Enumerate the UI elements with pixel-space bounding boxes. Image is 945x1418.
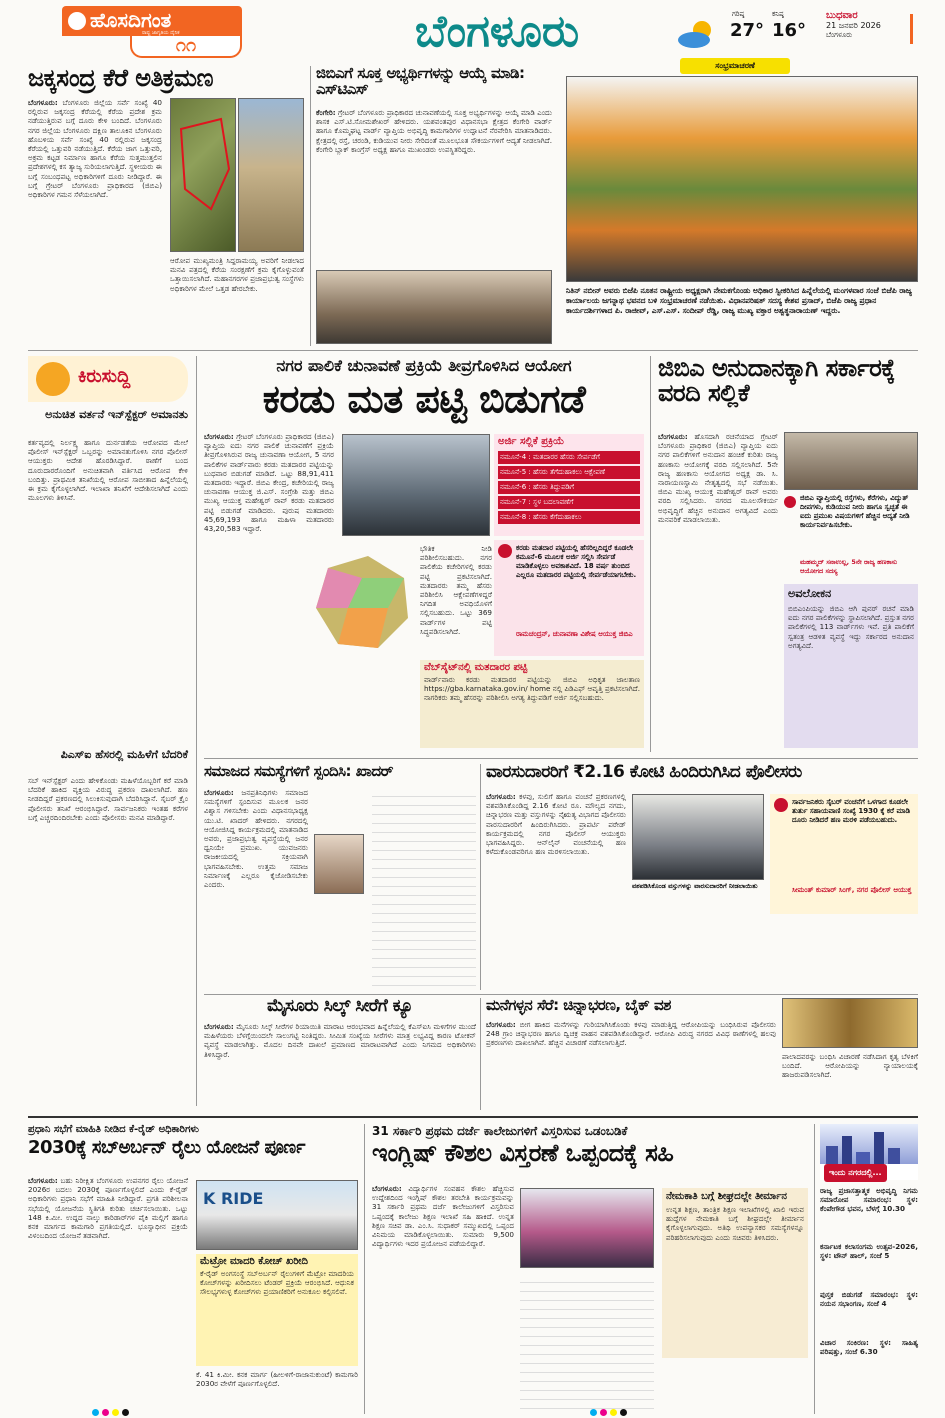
callout-text: ಜಿಬಿಎ ವ್ಯಾಪ್ತಿಯಲ್ಲಿ ರಸ್ತೆಗಳು, ಕೆರೆಗಳು, ವಿದ್ಯುತ್ ದೀಪಗಳು, ಕುಡಿಯುವ ನೀರು ಹಾಗೂ ಸ್ವಚ್ಛತೆ ಈ ಐದು ಪ್ರಮುಖ ವಿಷಯಗಳಿಗೆ ಹೆಚ್ಚಿನ ಆದ್ಯತೆ ನೀಡಿ ಕಾರ್ಯನಿರ್ವಹಿಸಬೇಕು. [800, 494, 910, 529]
city-title [372, 4, 622, 60]
form-item: ನಮೂನೆ-4 : ಮತದಾರರ ಹೆಸರು ಸೇರ್ಪಡೆಗೆ [498, 451, 640, 464]
speaker-portrait [314, 834, 364, 894]
brand-logo [62, 6, 242, 36]
quote-author: ರಾಮಚಂದ್ರನ್, ಚುನಾವಣಾ ವಿಶೇಷ ಆಯುಕ್ತ ಜಿಬಿಎ [516, 630, 633, 638]
section-rule [28, 1116, 918, 1118]
section-rule [28, 350, 918, 351]
story-body-continued: ಕೆ. 41 ಕಿ.ಮೀ. ಕನಕ ಮಾರ್ಗ (ಹೀಲಳಿಗೆ-ರಾಜಾನುಕುಂಟೆ) ಕಾಮಗಾರಿ 2030ರ ವೇಳೆಗೆ ಪೂರ್ಣಗೊಳ್ಳಲಿದೆ. [196, 1370, 358, 1389]
quote-icon [498, 544, 512, 558]
mou-signing-photo [520, 1188, 654, 1268]
lead-body-continued: ಭೌತಿಕ ನೀಡಿ ಪರಿಶೀಲಿಸಬಹುದು. ನಗರ ಪಾಲಿಕೆಯ ಕಚೇರಿಗಳಲ್ಲಿ ಕರಡು ಪಟ್ಟಿ ಪ್ರಕಟಿಸಲಾಗಿದೆ. ಮತದಾರರು ತಮ್ಮ ಹೆಸರು ಪರಿಶೀಲಿಸಿ ಆಕ್ಷೇಪಣೆಗಳಿದ್ದರೆ ನಿಗದಿತ ಅವಧಿಯೊಳಗೆ ಸಲ್ಲಿಸಬಹುದು. ಒಟ್ಟು 369 ವಾರ್ಡ್‌ಗಳ ಪಟ್ಟಿ ಸಿದ್ಧಪಡಿಸಲಾಗಿದೆ. [420, 544, 492, 636]
weather-low-label: ಕನಿಷ್ಠ [772, 10, 784, 18]
story-body: ಬೆಂಗಳೂರು: ಜನಪ್ರತಿನಿಧಿಗಳು ಸಮಾಜದ ಸಮಸ್ಯೆಗಳಿಗೆ ಸ್ಪಂದಿಸುವ ಮೂಲಕ ಜನರ ವಿಶ್ವಾಸ ಗಳಿಸಬೇಕು ಎಂದು ವಿಧಾನಸಭಾಧ್ಯಕ್ಷ ಯು.ಟಿ. ಖಾದರ್ ಹೇಳಿದರು. ನಗರದಲ್ಲಿ ಆಯೋಜಿಸಿದ್ದ ಕಾರ್ಯಕ್ರಮದಲ್ಲಿ ಮಾತನಾಡಿದ ಅವರು, ಪ್ರಜಾಪ್ರಭುತ್ವ ವ್ಯವಸ್ಥೆಯಲ್ಲಿ ಜನರ ಧ್ವನಿಯೇ ಪ್ರಮುಖ. ಯುವಜನರು ರಾಜಕೀಯದಲ್ಲಿ ಸಕ್ರಿಯವಾಗಿ ಭಾಗವಹಿಸಬೇಕು. ಉತ್ತಮ ಸಮಾಜ ನಿರ್ಮಾಣಕ್ಕೆ ಎಲ್ಲರೂ ಕೈಜೋಡಿಸಬೇಕು ಎಂದರು. [204, 788, 308, 890]
column-rule [650, 356, 651, 752]
kride-logo-text: K RIDE [203, 1189, 264, 1208]
story-sts [316, 66, 552, 346]
story-body-continued: ಪಾಲಾದವರನ್ನು ಬಂಧಿಸಿ ವಿಚಾರಣೆ ನಡೆಸಿದಾಗ ಕೃತ್ಯ ಬೆಳಕಿಗೆ ಬಂದಿದೆ. ಆರೋಪಿಯನ್ನು ನ್ಯಾಯಾಲಯಕ್ಕೆ ಹಾಜರುಪಡಿಸಲಾಗಿದೆ. [782, 1052, 918, 1080]
box-body: ಕೆ-ರೈಡ್ ಅಂಗಸಂಸ್ಥೆ ಸಬ್‌ಅರ್ಬನ್ ರೈಲುಗಳಿಗೆ ಮೆಟ್ರೋ ಮಾದರಿಯ ಕೋಚ್‌ಗಳನ್ನು ಖರೀದಿಸಲು ಟೆಂಡರ್ ಪ್ರಕ್ರಿಯೆ ಆರಂಭಿಸಿದೆ. ಆಧುನಿಕ ಸೌಲಭ್ಯಗಳುಳ್ಳ ಕೋಚ್‌ಗಳು ಪ್ರಯಾಣಿಕರಿಗೆ ಅನುಕೂಲ ಕಲ್ಪಿಸಲಿವೆ. [200, 1269, 354, 1297]
day-name: ಬುಧವಾರ [826, 10, 858, 21]
masthead [0, 0, 945, 70]
story-burglar-arrest [486, 998, 918, 1110]
form-item: ನಮೂನೆ-8 : ಹೆಸರು ಕೆಗೆದುಹಾಕಲು [498, 511, 640, 524]
photo-caption: ನಿತಿನ್ ನಬೀನ್ ಅವರು ಬಿಜೆಪಿ ನೂತನ ರಾಷ್ಟ್ರೀಯ ಅಧ್ಯಕ್ಷರಾಗಿ ನೇಮಕಗೊಂಡು ಅಧಿಕಾರ ಸ್ವೀಕರಿಸಿದ ಹಿನ್ನೆಲೆಯಲ್ಲಿ ಮಂಗಳವಾರ ಸಂಜೆ ಬಿಜೆಪಿ ರಾಜ್ಯ ಕಾರ್ಯಾಲಯ ಜಗನ್ನಾಥ ಭವನದ ಬಳಿ ಸಂಭ್ರಮಾಚರಣೆ ನಡೆಯಿತು. ವಿಧಾನಪರಿಷತ್ ಸದಸ್ಯ ಕೇಶವ ಪ್ರಸಾದ್, ಬಿಜೆಪಿ ರಾಜ್ಯ ಪ್ರಧಾನ ಕಾರ್ಯದರ್ಶಿಗಳಾದ ಪಿ. ರಾಜೀವ್, ಎಸ್.ಎಸ್. ಸಂದೀಪ್ ರೆಡ್ಡಿ, ರಾಜ್ಯ ಮುಖ್ಯ ವಕ್ತಾರ ಅಶ್ವತ್ಥನಾರಾಯಣ್ ಇದ್ದರು. [566, 286, 912, 315]
story-body: ಬೆಂಗಳೂರು: ಬಹು ನಿರೀಕ್ಷಿತ ಬೆಂಗಳೂರು ಉಪನಗರ ರೈಲು ಯೋಜನೆ 2026ರ ಬದಲು 2030ಕ್ಕೆ ಪೂರ್ಣಗೊಳ್ಳಲಿದೆ ಎಂದು ಕೆ-ರೈಡ್ ಅಧಿಕಾರಿಗಳು ಪ್ರಧಾನಿ ಸಭೆಗೆ ಮಾಹಿತಿ ನೀಡಿದ್ದಾರೆ. ಪ್ರಗತಿ ಪರಿಶೀಲನಾ ಸಭೆಯಲ್ಲಿ ಯೋಜನೆಯ ಸ್ಥಿತಿಗತಿ ಕುರಿತು ಚರ್ಚಿಸಲಾಯಿತು. ಒಟ್ಟು 148 ಕಿ.ಮೀ. ಉದ್ದದ ನಾಲ್ಕು ಕಾರಿಡಾರ್‌ಗಳ ಪೈಕಿ ಮಲ್ಲಿಗೆ ಹಾಗೂ ಕನಕ ಮಾರ್ಗದ ಕಾಮಗಾರಿ ಪ್ರಗತಿಯಲ್ಲಿದೆ. ಭೂಸ್ವಾಧೀನ ಪ್ರಕ್ರಿಯೆ ವಿಳಂಬದಿಂದ ಯೋಜನೆ ತಡವಾಗಿದೆ. [28, 1176, 188, 1241]
story-body: ಬೆಂಗಳೂರು: ಬೀಗ ಹಾಕಿದ ಮನೆಗಳನ್ನು ಗುರಿಯಾಗಿಸಿಕೊಂಡು ಕಳವು ಮಾಡುತ್ತಿದ್ದ ಆರೋಪಿಯನ್ನು ಬಂಧಿಸಿರುವ ಪೊಲೀಸರು 248 ಗ್ರಾಂ ಚಿನ್ನಾಭರಣ ಹಾಗೂ ದ್ವಿಚಕ್ರ ವಾಹನ ವಶಪಡಿಸಿಕೊಂಡಿದ್ದಾರೆ. ಆರೋಪಿ ವಿರುದ್ಧ ನಗರದ ವಿವಿಧ ಠಾಣೆಗಳಲ್ಲಿ ಹಲವು ಪ್ರಕರಣಗಳು ದಾಖಲಾಗಿವೆ. ಹೆಚ್ಚಿನ ವಿಚಾರಣೆ ನಡೆಸಲಾಗುತ್ತಿದೆ. [486, 1020, 776, 1048]
form-item: ನಮೂನೆ-5 : ಹೆಸರು ತೆಗೆದುಹಾಕಲು ಆಕ್ಷೇಪಣೆ [498, 466, 640, 479]
city-name: ಬೆಂಗಳೂರು [414, 6, 580, 57]
story-title: ಮನೆಗಳ್ಳನ ಸೆರೆ: ಚಿನ್ನಾಭರಣ, ಬೈಕ್ ವಶ [486, 996, 671, 1014]
story-body: ಬೆಂಗಳೂರು: ಹೊಸದಾಗಿ ರಚನೆಯಾದ ಗ್ರೇಟರ್ ಬೆಂಗಳೂರು ಪ್ರಾಧಿಕಾರ (ಜಿಬಿಎ) ವ್ಯಾಪ್ತಿಯ ಐದು ನಗರ ಪಾಲಿಕೆಗಳಿಗೆ ಅನುದಾನ ಹಂಚಿಕೆ ಕುರಿತು ರಾಜ್ಯ ಹಣಕಾಸು ಆಯೋಗಕ್ಕೆ ವರದಿ ಸಲ್ಲಿಸಲಾಗಿದೆ. 5ನೇ ರಾಜ್ಯ ಹಣಕಾಸು ಆಯೋಗದ ಅಧ್ಯಕ್ಷ ಡಾ. ಸಿ. ನಾರಾಯಣಸ್ವಾಮಿ ನೇತೃತ್ವದಲ್ಲಿ ಸಭೆ ನಡೆಯಿತು. ಜಿಬಿಎ ಮುಖ್ಯ ಆಯುಕ್ತ ಮಹೇಶ್ವರ್ ರಾವ್ ಅವರು ವರದಿ ಸಲ್ಲಿಸಿದರು. ನಗರದ ಮೂಲಸೌಕರ್ಯ ಅಭಿವೃದ್ಧಿಗೆ ಹೆಚ್ಚಿನ ಅನುದಾನ ಅಗತ್ಯವಿದೆ ಎಂದು ಮನವರಿಕೆ ಮಾಡಲಾಯಿತು. [658, 432, 778, 524]
brand-tagline: ರಾಷ್ಟ್ರ ಜಾಗೃತಿಯ ದೈನಿಕ [142, 30, 180, 36]
news-body: ಕರ್ತವ್ಯದಲ್ಲಿ ನಿರ್ಲಕ್ಷ್ಯ ಹಾಗೂ ದುರ್ನಡತೆಯ ಆರೋಪದ ಮೇಲೆ ಪೊಲೀಸ್ ಇನ್‌ಸ್ಪೆಕ್ಟರ್ ಒಬ್ಬರನ್ನು ಅಮಾನತುಗೊಳಿಸಿ ನಗರ ಪೊಲೀಸ್ ಆಯುಕ್ತರು ಆದೇಶ ಹೊರಡಿಸಿದ್ದಾರೆ. ಠಾಣೆಗೆ ಬಂದ ದೂರುದಾರರೊಂದಿಗೆ ಅನುಚಿತವಾಗಿ ವರ್ತಿಸಿದ ಆರೋಪ ಕೇಳಿ ಬಂದಿತ್ತು. ಪ್ರಾಥಮಿಕ ತನಿಖೆಯಲ್ಲಿ ಆರೋಪ ಸಾಬೀತಾದ ಹಿನ್ನೆಲೆಯಲ್ಲಿ ಈ ಕ್ರಮ ಕೈಗೊಳ್ಳಲಾಗಿದೆ. ಇಲಾಖಾ ತನಿಖೆಗೆ ಆದೇಶಿಸಲಾಗಿದೆ ಎಂದು ಮೂಲಗಳು ತಿಳಿಸಿವೆ. [28, 438, 188, 503]
story-body: ಬೆಂಗಳೂರು: ಮೈಸೂರು ಸಿಲ್ಕ್ ಸೀರೆಗಳ ರಿಯಾಯಿತಿ ಮಾರಾಟ ಆರಂಭವಾದ ಹಿನ್ನೆಲೆಯಲ್ಲಿ ಕೆಎಸ್‌ಐಸಿ ಮಳಿಗೆಗಳ ಮುಂದೆ ಮಹಿಳೆಯರು ಬೆಳಗ್ಗೆಯಿಂದಲೇ ಸಾಲುಗಟ್ಟಿ ನಿಂತಿದ್ದರು. ಸೀಮಿತ ಸಂಖ್ಯೆಯ ಸೀರೆಗಳು ಮಾತ್ರ ಲಭ್ಯವಿದ್ದ ಕಾರಣ ಟೋಕನ್ ವ್ಯವಸ್ಥೆ ಮಾಡಲಾಗಿತ್ತು. ಮೊದಲ ದಿನವೇ ದಾಖಲೆ ಪ್ರಮಾಣದ ಮಾರಾಟವಾಗಿದೆ ಎಂದು ನಿಗಮದ ಅಧಿಕಾರಿಗಳು ತಿಳಿಸಿದ್ದಾರೆ. [204, 1022, 476, 1059]
box-body: ಉನ್ನತ ಶಿಕ್ಷಣ, ತಾಂತ್ರಿಕ ಶಿಕ್ಷಣ ಇಲಾಖೆಗಳಲ್ಲಿ ಖಾಲಿ ಇರುವ ಹುದ್ದೆಗಳ ನೇಮಕಾತಿ ಬಗ್ಗೆ ಶೀಘ್ರದಲ್ಲೇ ತೀರ್ಮಾನ ಕೈಗೊಳ್ಳಲಾಗುವುದು. ಅತಿಥಿ ಉಪನ್ಯಾಸಕರ ಸಮಸ್ಯೆಗಳನ್ನೂ ಪರಿಹರಿಸಲಾಗುವುದು ಎಂದು ಸಚಿವರು ತಿಳಿಸಿದರು. [666, 1205, 804, 1242]
story-title: ಜಿಬಿಎಗೆ ಸೂಕ್ತ ಅಭ್ಯರ್ಥಿಗಳನ್ನು ಆಯ್ಕೆ ಮಾಡಿ: ಎಸ್‌ಟಿಎಸ್ [316, 64, 525, 98]
story-khader [204, 764, 476, 990]
news-title: ಪಿಎಸ್‌ಐ ಹೆಸರಲ್ಲಿ ಮಹಿಳೆಗೆ ಬೆದರಿಕೆ [60, 748, 188, 761]
event-photo [316, 270, 552, 344]
date-block [826, 10, 916, 56]
page-number: ೧೧ [175, 35, 197, 56]
callout-text: ಸಾರ್ವಜನಿಕರು ಸೈಬರ್ ವಂಚನೆಗೆ ಒಳಗಾದ ಕೂಡಲೇ ತುರ್ತು ಸಹಾಯವಾಣಿ ಸಂಖ್ಯೆ 1930 ಕ್ಕೆ ಕರೆ ಮಾಡಿ ದೂರು ನೀಡಿದರೆ ಹಣ ಮರಳಿ ಪಡೆಯಬಹುದು. [792, 798, 910, 824]
application-process-box [494, 434, 644, 536]
callout-author: ಮಹಮ್ಮದ್ ಸನಾಉಲ್ಲ, 5ನೇ ರಾಜ್ಯ ಹಣಕಾಸು ಆಯೋಗದ ಸದಸ್ಯ [800, 558, 898, 575]
official-quote-box [494, 540, 644, 656]
overview-body: ಬಿಬಿಎಂಪಿಯನ್ನು ಜಿಬಿಎ ಆಗಿ ಪುನರ್ ರಚನೆ ಮಾಡಿ ಐದು ನಗರ ಪಾಲಿಕೆಗಳನ್ನು ಸ್ಥಾಪಿಸಲಾಗಿದೆ. ಪ್ರಸ್ತುತ ನಗರ ಪಾಲಿಕೆಗಳಲ್ಲಿ 113 ವಾರ್ಡ್‌ಗಳು ಇವೆ. ಪ್ರತಿ ಪಾಲಿಕೆಗೆ ಸ್ವತಂತ್ರ ಆಡಳಿತ ವ್ಯವಸ್ಥೆ ಇದ್ದು ಸರ್ಕಾರದ ಅನುದಾನ ಅಗತ್ಯವಿದೆ. [788, 604, 914, 650]
overview-title: ಅವಲೋಕನ [788, 587, 832, 600]
story-text-columns [520, 1274, 654, 1412]
story-suburban-rail [28, 1124, 358, 1414]
weather-high: 27° [730, 20, 765, 41]
kirusuddi-label: ಕಿರುಸುದ್ದಿ [78, 366, 131, 387]
masthead-accent-bar [910, 14, 913, 44]
page-number-tab [130, 36, 242, 58]
website-box [420, 660, 644, 748]
weather-widget [676, 10, 806, 56]
event-item: ವಿಚಾರ ಸಂಕಿರಣ: ಸ್ಥಳ: ಸಾಹಿತ್ಯ ಪರಿಷತ್ತು, ಸಂಜೆ 6.30 [820, 1338, 918, 1357]
lead-kicker: ನಗರ ಪಾಲಿಕೆ ಚುನಾವಣೆ ಪ್ರಕ್ರಿಯೆ ತೀವ್ರಗೊಳಿಸಿದ ಆಯೋಗ [276, 356, 572, 375]
place-text: ಬೆಂಗಳೂರು [826, 31, 853, 39]
story-kicker: 31 ಸರ್ಕಾರಿ ಪ್ರಥಮ ದರ್ಜೆ ಕಾಲೇಜುಗಳಿಗೆ ವಿಸ್ತರಿಸುವ ಒಡಂಬಡಿಕೆ [372, 1124, 628, 1138]
story-mysore-silk [204, 998, 476, 1110]
brand-sun-icon [68, 12, 86, 30]
lead-story [204, 356, 644, 752]
box-title: ನೇಮಕಾತಿ ಬಗ್ಗೆ ಶೀಘ್ರದಲ್ಲೇ ತೀರ್ಮಾನ [666, 1191, 787, 1202]
seized-jewellery-photo [782, 998, 918, 1048]
story-body: ಕೆಂಗೇರಿ: ಗ್ರೇಟರ್ ಬೆಂಗಳೂರು ಪ್ರಾಧಿಕಾರದ ಚುನಾವಣೆಯಲ್ಲಿ ಸೂಕ್ತ ಅಭ್ಯರ್ಥಿಗಳನ್ನು ಆಯ್ಕೆ ಮಾಡಿ ಎಂದು ಶಾಸಕ ಎಸ್.ಟಿ.ಸೋಮಶೇಖರ್ ಹೇಳಿದರು. ಯಶವಂತಪುರ ವಿಧಾನಸಭಾ ಕ್ಷೇತ್ರದ ಕೆಂಗೇರಿ ವಾರ್ಡ್ ಹಾಗೂ ಕೊಮ್ಮಘಟ್ಟ ವಾರ್ಡ್ ವ್ಯಾಪ್ತಿಯ ಅಭಿವೃದ್ಧಿ ಕಾಮಗಾರಿಗಳ ಉದ್ಘಾಟನೆ ನೆರವೇರಿಸಿ ಮಾತನಾಡಿದರು. ಕ್ಷೇತ್ರದಲ್ಲಿ ರಸ್ತೆ, ಚರಂಡಿ, ಕುಡಿಯುವ ನೀರು ಸೇರಿದಂತೆ ಮೂಲಭೂತ ಸೌಕರ್ಯಗಳಿಗೆ ಆದ್ಯತೆ ನೀಡಲಾಗಿದೆ. ಕೆಂಗೇರಿ ಬ್ಲಾಕ್ ಕಾಂಗ್ರೆಸ್ ಅಧ್ಯಕ್ಷ ಹಾಗೂ ಮುಖಂಡರು ಉಪಸ್ಥಿತರಿದ್ದರು. [316, 108, 552, 154]
celebration-photo [566, 76, 918, 282]
column-rule [310, 66, 311, 346]
story-body: ಬೆಂಗಳೂರು: ಬೆಂಗಳೂರು ಜಿಲ್ಲೆಯ ಸರ್ವೆ ಸಂಖ್ಯೆ 40 ರಲ್ಲಿರುವ ಜಕ್ಕಸಂದ್ರ ಕೆರೆಯಲ್ಲಿ ಕೆರೆಯ ಪ್ರದೇಶ ಕ್ರಮ ನಡೆಯುತ್ತಿರುವ ಬಗ್ಗೆ ದೂರು ಕೇಳಿ ಬಂದಿದೆ. ಬೆಂಗಳೂರು ನಗರ ಜಿಲ್ಲೆಯ ಬೆಂಗಳೂರು ದಕ್ಷಿಣ ತಾಲೂಕಿನ ಬೆಂಗಳೂರು ಹೊಬಳಿಯ ಸರ್ವೆ ಸಂಖ್ಯೆ 40 ರಲ್ಲಿರುವ ಜಕ್ಕಸಂದ್ರ ಕೆರೆಯಲ್ಲಿ ಒತ್ತುವರಿ ನಡೆಯುತ್ತಿದೆ. ಕೆರೆಯ ಜಾಗ ಒತ್ತುವರಿ, ಅಕ್ರಮ ಕಟ್ಟಡ ನಿರ್ಮಾಣ ಹಾಗೂ ಕೆರೆಯ ಸುತ್ತಮುತ್ತಲಿನ ಪ್ರದೇಶಗಳಲ್ಲಿ ಕಸ ತ್ಯಾಜ್ಯ ಸುರಿಯಲಾಗುತ್ತಿದೆ. ಸ್ಥಳೀಯರು ಈ ಬಗ್ಗೆ ಸಂಬಂಧಪಟ್ಟ ಅಧಿಕಾರಿಗಳಿಗೆ ದೂರು ನೀಡಿದ್ದಾರೆ. ಈ ಬಗ್ಗೆ ಗ್ರೇಟರ್ ಬೆಂಗಳೂರು ಪ್ರಾಧಿಕಾರದ (ಜಿಬಿಎ) ಅಧಿಕಾರಿಗಳ ಗಮನ ಸೆಳೆಯಲಾಗಿದೆ. [28, 98, 162, 200]
story-title: ಜಕ್ಕಸಂದ್ರ ಕೆರೆ ಅತಿಕ್ರಮಣ [28, 64, 213, 92]
story-body-continued: ಆರೋಪ ಮುಖ್ಯಮಂತ್ರಿ ಸಿದ್ದರಾಮಯ್ಯ ಅವರಿಗೆ ನೀಡಲಾದ ಮನವಿ ಪತ್ರದಲ್ಲಿ ಕೆರೆಯ ಸಂರಕ್ಷಣೆಗೆ ಕ್ರಮ ಕೈಗೊಳ್ಳುವಂತೆ ಒತ್ತಾಯಿಸಲಾಗಿದೆ. ಮಹಾನಗರಗಳ ಪ್ರಜಾಪ್ರಭುತ್ವ ಸಂಸ್ಥೆಗಳು ಅಧಿಕಾರಿಗಳ ಮೇಲೆ ಒತ್ತಡ ಹೇರಬೇಕು. [170, 256, 304, 293]
website-body: ವಾರ್ಡ್‌ವಾರು ಕರಡು ಮತದಾರರ ಪಟ್ಟಿಯನ್ನು ಜಿಬಿಎ ಅಧಿಕೃತ ಜಾಲತಾಣ https://gba.karnataka.gov.in/ home ನಲ್ಲಿ ಪಿಡಿಎಫ್ ಆವೃತ್ತಿ ಪ್ರಕಟಿಸಲಾಗಿದೆ. ನಾಗರಿಕರು ತಮ್ಮ ಹೆಸರನ್ನು ಪರಿಶೀಲಿಸಿ ಅಗತ್ಯ ತಿದ್ದುಪಡಿಗೆ ಅರ್ಜಿ ಸಲ್ಲಿಸಬಹುದು. [424, 675, 640, 703]
lake-site-photo [238, 98, 304, 252]
news-body: ಸಬ್ ಇನ್‌ಸ್ಪೆಕ್ಟರ್ ಎಂದು ಹೇಳಿಕೊಂಡು ಮಹಿಳೆಯೊಬ್ಬರಿಗೆ ಕರೆ ಮಾಡಿ ಬೆದರಿಕೆ ಹಾಕಿದ ವ್ಯಕ್ತಿಯ ವಿರುದ್ಧ ಪ್ರಕರಣ ದಾಖಲಾಗಿದೆ. ಹಣ ನೀಡದಿದ್ದರೆ ಪ್ರಕರಣದಲ್ಲಿ ಸಿಲುಕಿಸುವುದಾಗಿ ಬೆದರಿಸಿದ್ದಾನೆ. ಸೈಬರ್ ಕ್ರೈಂ ಪೊಲೀಸರು ತನಿಖೆ ಆರಂಭಿಸಿದ್ದಾರೆ. ಸಾರ್ವಜನಿಕರು ಇಂತಹ ಕರೆಗಳ ಬಗ್ಗೆ ಎಚ್ಚರದಿಂದಿರಬೇಕು ಎಂದು ಪೊಲೀಸರು ಮನವಿ ಮಾಡಿದ್ದಾರೆ. [28, 776, 188, 822]
column-rule [196, 356, 197, 1106]
weather-high-label: ಗರಿಷ್ಠ [732, 10, 745, 18]
column-rule [814, 1124, 815, 1414]
meeting-photo [784, 432, 918, 490]
story-police-return [486, 764, 918, 990]
section-tag: ಸಂಭ್ರಮಾಚರಣೆ [680, 58, 790, 74]
story-title: ಮೈಸೂರು ಸಿಲ್ಕ್ ಸೀರೆಗೆ ಕ್ಯೂ [266, 996, 414, 1016]
quote-icon [784, 496, 796, 508]
kirusuddi-header [28, 356, 188, 402]
date-text: 21 ಜನವರಿ 2026 [826, 21, 881, 30]
box-title: ಅರ್ಜಿ ಸಲ್ಲಿಕೆ ಪ್ರಕ್ರಿಯೆ [498, 436, 565, 447]
section-rule [204, 994, 918, 995]
story-kicker: ಪ್ರಧಾನಿ ಸಭೆಗೆ ಮಾಹಿತಿ ನೀಡಿದ ಕೆ-ರೈಡ್ ಅಧಿಕಾರಿಗಳು [28, 1124, 199, 1135]
story-jakkasandra [28, 66, 304, 346]
story-title: ವಾರಸುದಾರರಿಗೆ ₹2.16 ಕೋಟಿ ಹಿಂದಿರುಗಿಸಿದ ಪೊಲೀಸರು [486, 762, 802, 782]
form-item: ನಮೂನೆ-6 : ಹೆಸರು ತಿದ್ದುಪಡಿಗೆ [498, 481, 640, 494]
quote-icon [774, 798, 788, 812]
lead-body: ಬೆಂಗಳೂರು: ಗ್ರೇಟರ್ ಬೆಂಗಳೂರು ಪ್ರಾಧಿಕಾರದ (ಜಿಬಿಎ) ವ್ಯಾಪ್ತಿಯ ಐದು ನಗರ ಪಾಲಿಕೆ ಚುನಾವಣೆಗೆ ಪ್ರಕ್ರಿಯೆ ತೀವ್ರಗೊಳಿಸಿರುವ ರಾಜ್ಯ ಚುನಾವಣಾ ಆಯೋಗ, 5 ನಗರ ಪಾಲಿಕೆಗಳ ವಾರ್ಡ್‌ವಾರು ಕರಡು ಮತದಾರರ ಪಟ್ಟಿಯನ್ನು ಬುಧವಾರ ಬಿಡುಗಡೆ ಮಾಡಿದೆ. ಒಟ್ಟು 88,91,411 ಮತದಾರರು ಇದ್ದಾರೆ. ಜಿಬಿಎ ಕೇಂದ್ರ, ಕಚೇರಿಯಲ್ಲಿ ರಾಜ್ಯ ಚುನಾವಣಾ ಆಯುಕ್ತ ಜಿ.ಎಸ್. ಸಂಗ್ರೇಶಿ ಮತ್ತು ಜಿಬಿಎ ಮುಖ್ಯ ಆಯುಕ್ತ ಮಹೇಶ್ವರ್ ರಾವ್ ಕರಡು ಮತದಾರರ ಪಟ್ಟಿ ಬಿಡುಗಡೆ ಮಾಡಿದರು. ಪುರುಷ ಮತದಾರರು 45,69,193 ಹಾಗೂ ಮಹಿಳಾ ಮತದಾರರು 43,20,583 ಇದ್ದಾರೆ. [204, 432, 334, 534]
megaphone-icon [36, 362, 70, 396]
quote-text: ಕರಡು ಮತದಾರ ಪಟ್ಟಿಯಲ್ಲಿ ಹೆಸರಿಲ್ಲದಿದ್ದರೆ ಕೂಡಲೇ ಕಮೂನೆ-6 ಮೂಲಕ ಅರ್ಜಿ ಸಲ್ಲಿಸಿ ಸೇರ್ಪಡೆ ಮಾಡಿಕೊಳ್ಳಲು ಅವಕಾಶವಿದೆ. 18 ವರ್ಷ ತುಂಬಿದ ಎಲ್ಲರೂ ಮತದಾರರ ಪಟ್ಟಿಯಲ್ಲಿ ಸೇರ್ಪಡೆಯಾಗಬೇಕು. [516, 544, 637, 579]
story-bjp-celebration [566, 76, 918, 346]
website-title: ವೆಬ್‌ಸೈಟ್‌ನಲ್ಲಿ ಮತದಾರರ ಪಟ್ಟಿ [424, 662, 528, 673]
story-title: 2030ಕ್ಕೆ ಸಬ್‌ಅರ್ಬನ್ ರೈಲು ಯೋಜನೆ ಪೂರ್ಣ [28, 1137, 306, 1158]
column-rule [364, 1124, 365, 1414]
registration-marks [0, 1408, 945, 1418]
column-rule [480, 998, 481, 1110]
story-body: ಬೆಂಗಳೂರು: ವಿದ್ಯಾರ್ಥಿಗಳ ಸಂವಹನ ಕೌಶಲ ಹೆಚ್ಚಿಸುವ ಉದ್ದೇಶದಿಂದ ಇಂಗ್ಲಿಷ್ ಕೌಶಲ ತರಬೇತಿ ಕಾರ್ಯಕ್ರಮವನ್ನು 31 ಸರ್ಕಾರಿ ಪ್ರಥಮ ದರ್ಜೆ ಕಾಲೇಜುಗಳಿಗೆ ವಿಸ್ತರಿಸುವ ಒಪ್ಪಂದಕ್ಕೆ ಕಾಲೇಜು ಶಿಕ್ಷಣ ಇಲಾಖೆ ಸಹಿ ಹಾಕಿದೆ. ಉನ್ನತ ಶಿಕ್ಷಣ ಸಚಿವ ಡಾ. ಎಂ.ಸಿ. ಸುಧಾಕರ್ ಸಮ್ಮುಖದಲ್ಲಿ ಒಪ್ಪಂದ ವಿನಿಮಯ ಮಾಡಿಕೊಳ್ಳಲಾಯಿತು. ಸುಮಾರು 9,500 ವಿದ್ಯಾರ್ಥಿಗಳು ಇದರ ಪ್ರಯೋಜನ ಪಡೆಯಲಿದ್ದಾರೆ. [372, 1184, 514, 1249]
form-item: ನಮೂನೆ-7 : ಸ್ಥಳ ಬದಲಾವಣೆಗೆ [498, 496, 640, 509]
story-body: ಬೆಂಗಳೂರು: ಕಳವು, ಸುಲಿಗೆ ಹಾಗೂ ವಂಚನೆ ಪ್ರಕರಣಗಳಲ್ಲಿ ವಶಪಡಿಸಿಕೊಂಡಿದ್ದ 2.16 ಕೋಟಿ ರೂ. ಮೌಲ್ಯದ ನಗದು, ಚಿನ್ನಾಭರಣ ಮತ್ತು ವಸ್ತುಗಳನ್ನು ನೈಋತ್ಯ ವಿಭಾಗದ ಪೊಲೀಸರು ವಾರಸುದಾರರಿಗೆ ಹಿಂದಿರುಗಿಸಿದರು. ಪ್ರಾಪರ್ಟಿ ಪರೇಡ್ ಕಾರ್ಯಕ್ರಮದಲ್ಲಿ ನಗರ ಪೊಲೀಸ್ ಆಯುಕ್ತರು ಭಾಗವಹಿಸಿದ್ದರು. ಆನ್‌ಲೈನ್ ವಂಚನೆಯಲ್ಲಿ ಹಣ ಕಳೆದುಕೊಂಡವರಿಗೂ ಹಣ ಮರಳಿಸಲಾಯಿತು. [486, 792, 627, 857]
story-title: ಸಮಾಜದ ಸಮಸ್ಯೆಗಳಿಗೆ ಸ್ಪಂದಿಸಿ: ಖಾದರ್ [204, 762, 393, 780]
weather-low: 16° [772, 20, 807, 41]
column-rule [480, 764, 481, 990]
kirusuddi-column [28, 356, 188, 1076]
recruitment-box [662, 1188, 808, 1358]
metro-coach-box [196, 1254, 358, 1366]
story-title: ಇಂಗ್ಲಿಷ್ ಕೌಶಲ ವಿಸ್ತರಣೆ ಒಪ್ಪಂದಕ್ಕೆ ಸಹಿ [372, 1139, 674, 1167]
brand-name: ಹೊಸದಿಗಂತ [90, 8, 172, 32]
callout-author: ಸೀಮಂತ್ ಕುಮಾರ್ ಸಿಂಗ್, ನಗರ ಪೊಲೀಸ್ ಆಯುಕ್ತ [792, 886, 912, 894]
news-title: ಅನುಚಿತ ವರ್ತನೆ ಇನ್‌ಸ್ಪೆಕ್ಟರ್ ಅಮಾನತು [45, 408, 188, 421]
story-text-columns [372, 788, 476, 988]
story-gba-grant [658, 356, 918, 752]
event-item: ಕರ್ನಾಟಕ ಕಲಾಸಂಗಮ ಉತ್ಸವ-2026, ಸ್ಥಳ: ಟೌನ್ ಹಾಲ್, ಸಂಜೆ 5 [820, 1242, 918, 1261]
ward-map-graphic [308, 548, 416, 658]
weather-cloud-icon [676, 20, 716, 44]
lead-title: ಕರಡು ಮತ ಪಟ್ಟಿ ಬಿಡುಗಡೆ [262, 377, 586, 421]
photo-caption: ವಶಪಡಿಸಿಕೊಂಡ ವಸ್ತುಗಳನ್ನು ವಾರಸುದಾರರಿಗೆ ನೀಡಲಾಯಿತು [632, 882, 758, 890]
box-title: ಮೆಟ್ರೋ ಮಾದರಿ ಕೋಚ್ ಖರೀದಿ [200, 1256, 308, 1267]
kride-hoarding-photo [196, 1180, 358, 1250]
overview-box [784, 584, 918, 748]
event-item: ರಾಜ್ಯ ಪ್ರಜಾಸತ್ತಾತ್ಮಕ ಅಭಿವೃದ್ಧಿ ನಿಗಮ ಸಮಾರೋಪ ಸಮಾರಂಭ: ಸ್ಥಳ: ಕೆಂಪೇಗೌಡ ಭವನ, ಬೆಳಗ್ಗೆ 10.30 [820, 1186, 918, 1214]
section-rule [204, 758, 918, 759]
callout-box [784, 494, 918, 580]
property-parade-photo [632, 794, 764, 880]
satellite-map-photo [170, 98, 236, 252]
story-english-skills [372, 1124, 808, 1414]
events-column [820, 1124, 918, 1414]
story-title: ಜಿಬಿಎ ಅನುದಾನಕ್ಕಾಗಿ ಸರ್ಕಾರಕ್ಕೆ ವರದಿ ಸಲ್ಲಿಕೆ [658, 354, 895, 408]
event-item: ಪುಸ್ತಕ ಬಿಡುಗಡೆ ಸಮಾರಂಭ: ಸ್ಥಳ: ನಯನ ಸಭಾಂಗಣ, ಸಂಜೆ 4 [820, 1290, 918, 1309]
events-label: ಇಂದು ನಗರದಲ್ಲಿ... [820, 1164, 918, 1180]
press-meet-photo [342, 434, 490, 536]
callout-box [770, 794, 918, 914]
